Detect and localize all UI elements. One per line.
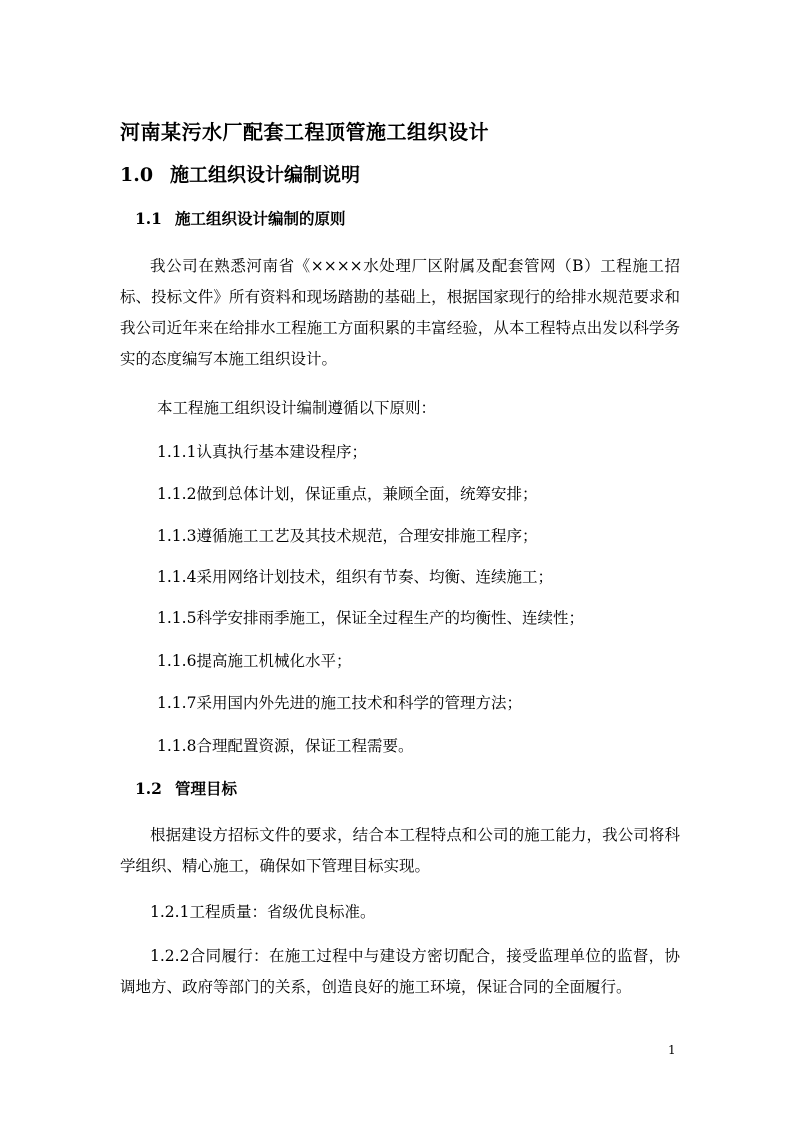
section-1-heading — [120, 160, 360, 187]
principle-item: 1.1.4采用网络计划技术，组织有节奏、均衡、连续施工； — [157, 568, 553, 586]
principle-item: 1.1.2做到总体计划，保证重点，兼顾全面，统筹安排； — [157, 485, 538, 503]
section-1-1-number: 1.1 — [135, 209, 162, 228]
goal-contract: 1.2.2合同履行：在施工过程中与建设方密切配合，接受监理单位的监督，协调地方、政府等部门的关系，创造良好的施工环境，保证合同的全面履行。 — [120, 947, 680, 996]
section-1-number: 1.0 — [120, 164, 154, 186]
principle-item: 1.1.1认真执行基本建设程序； — [157, 443, 367, 461]
page-number: 1 — [668, 1043, 676, 1057]
section-1-1-title: 施工组织设计编制的原则 — [175, 209, 346, 228]
document-title: 河南某污水厂配套工程顶管施工组织设计 — [120, 120, 489, 144]
section-1-1-intro-paragraph: 我公司在熟悉河南省《××××水处理厂区附属及配套管网（B）工程施工招标、投标文件》所有资料和现场踏勘的基础上，根据国家现行的给排水规范要求和我公司近年来在给排水工程施工方面积累的丰富经验，从本工程特点出发以科学务实的态度编写本施工组织设计。 — [120, 257, 680, 368]
section-1-2-title: 管理目标 — [175, 779, 238, 798]
section-1-1-heading — [135, 207, 346, 229]
section-1-2-intro-paragraph: 根据建设方招标文件的要求，结合本工程特点和公司的施工能力，我公司将科学组织、精心施工，确保如下管理目标实现。 — [120, 826, 680, 875]
principle-item: 1.1.5科学安排雨季施工，保证全过程生产的均衡性、连续性； — [157, 609, 584, 627]
principle-item: 1.1.7采用国内外先进的施工技术和科学的管理方法； — [157, 694, 522, 712]
principles-lead-text: 本工程施工组织设计编制遵循以下原则： — [157, 399, 437, 417]
principle-item: 1.1.8合理配置资源，保证工程需要。 — [157, 737, 414, 755]
principle-item: 1.1.3遵循施工工艺及其技术规范，合理安排施工程序； — [157, 527, 538, 545]
section-1-2-heading — [135, 777, 237, 799]
goal-quality: 1.2.1工程质量：省级优良标准。 — [150, 903, 376, 921]
section-1-title: 施工组织设计编制说明 — [170, 164, 361, 186]
principle-item: 1.1.6提高施工机械化水平； — [157, 652, 352, 670]
section-1-2-number: 1.2 — [135, 779, 162, 798]
